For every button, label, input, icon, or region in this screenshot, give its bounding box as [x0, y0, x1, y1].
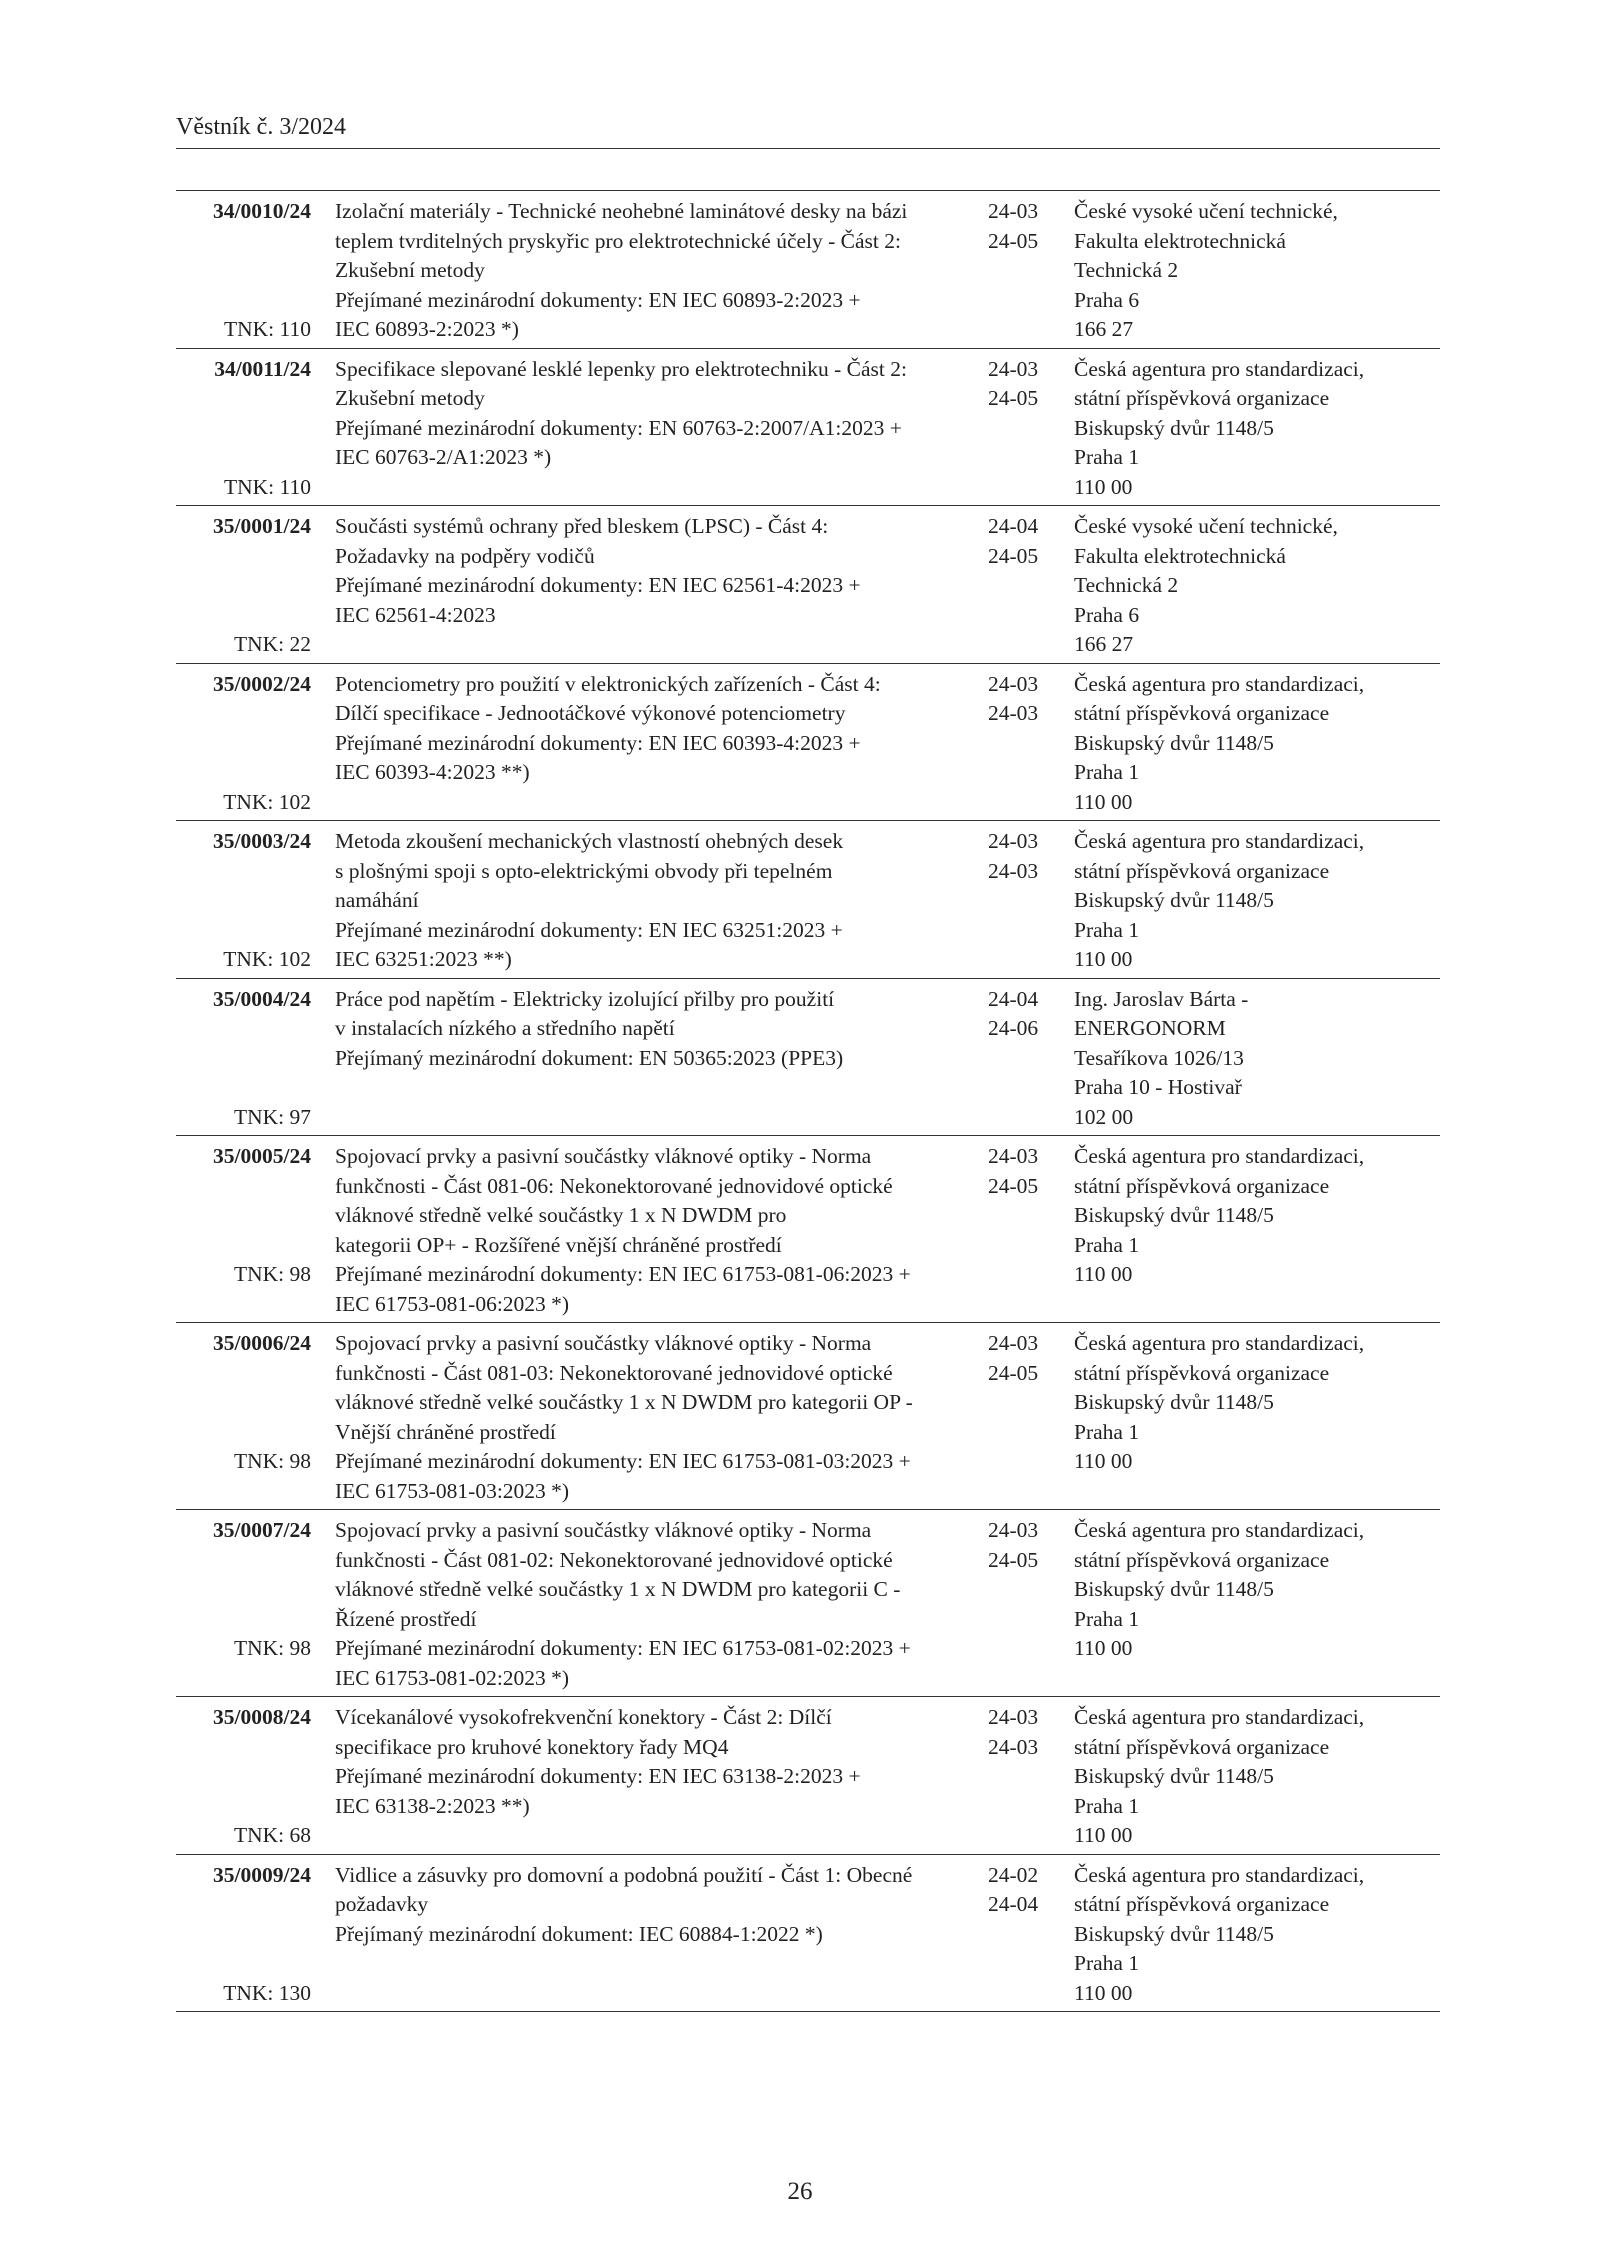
- dates-cell: [976, 1703, 1066, 1851]
- address-line: Česká agentura pro standardizaci,: [1074, 1705, 1365, 1729]
- address-line: státní příspěvková organizace: [1074, 701, 1330, 725]
- address-line: Fakulta elektrotechnická: [1074, 228, 1286, 253]
- address-line: Tesaříkova 1026/13: [1074, 1045, 1244, 1070]
- table-row: [176, 1697, 1440, 1855]
- standard-number: 35/0004/24: [213, 986, 311, 1011]
- table-row: [176, 191, 1440, 349]
- standard-id-cell: [176, 1329, 311, 1506]
- title-line: Přejímané mezinárodní dokumenty: EN IEC 63138-2:2023 +: [335, 1764, 861, 1788]
- dates-cell: [976, 1142, 1066, 1319]
- processor-address-cell: [1066, 1142, 1440, 1319]
- tnk-label: TNK: 68: [233, 1823, 311, 1847]
- address-line: Biskupský dvůr 1148/5: [1074, 730, 1274, 755]
- title-line: IEC 60763-2/A1:2023 *): [335, 445, 552, 469]
- address-line: Praha 1: [1074, 1793, 1140, 1818]
- date-start: 24-03: [988, 1331, 1039, 1355]
- standard-title-cell: [311, 512, 976, 660]
- address-line: Fakulta elektrotechnická: [1074, 543, 1286, 568]
- title-line: Spojovací prvky a pasivní součástky vláknové optiky - Norma: [335, 1331, 872, 1355]
- date-end: 24-05: [988, 543, 1039, 568]
- processor-address-cell: [1066, 1861, 1440, 2009]
- title-line: Přejímané mezinárodní dokumenty: EN IEC 61753-081-02:2023 +: [335, 1636, 911, 1660]
- title-line: IEC 61753-081-06:2023 *): [335, 1291, 570, 1316]
- processor-address-cell: [1066, 355, 1440, 503]
- dates-cell: [976, 985, 1066, 1133]
- address-line: Praha 1: [1074, 1232, 1140, 1257]
- date-end: 24-05: [988, 1173, 1039, 1198]
- address-line: státní příspěvková organizace: [1074, 858, 1330, 883]
- address-line: Česká agentura pro standardizaci,: [1074, 1862, 1365, 1887]
- dates-cell: [976, 670, 1066, 818]
- standard-title-cell: [311, 1329, 976, 1506]
- standard-number: 35/0002/24: [213, 671, 311, 696]
- standard-title-cell: [311, 1142, 976, 1319]
- title-line: funkčnosti - Část 081-06: Nekonektorované jednovidové optické: [335, 1173, 893, 1198]
- date-start: 24-03: [988, 1518, 1039, 1542]
- table-row: [176, 506, 1440, 664]
- title-line: Přejímané mezinárodní dokumenty: EN IEC 61753-081-03:2023 +: [335, 1449, 911, 1473]
- address-line: 110 00: [1074, 947, 1133, 971]
- address-line: Česká agentura pro standardizaci,: [1074, 356, 1365, 381]
- standard-number: 34/0010/24: [213, 199, 311, 223]
- standard-id-cell: [176, 670, 311, 818]
- standard-id-cell: [176, 197, 311, 345]
- tnk-label: TNK: 98: [233, 1449, 311, 1473]
- title-line: Spojovací prvky a pasivní součástky vláknové optiky - Norma: [335, 1518, 872, 1542]
- standard-id-cell: [176, 1861, 311, 2009]
- standard-number: 35/0009/24: [213, 1862, 311, 1887]
- date-start: 24-03: [988, 829, 1039, 853]
- address-line: státní příspěvková organizace: [1074, 1173, 1330, 1198]
- processor-address-cell: [1066, 512, 1440, 660]
- date-start: 24-03: [988, 356, 1039, 381]
- processor-address-cell: [1066, 985, 1440, 1133]
- standard-number: 35/0006/24: [213, 1331, 311, 1355]
- title-line: vláknové středně velké součástky 1 x N DWDM pro kategorii C -: [335, 1577, 901, 1601]
- address-line: Praha 1: [1074, 760, 1140, 784]
- address-line: Praha 1: [1074, 917, 1140, 942]
- address-line: Praha 6: [1074, 602, 1140, 627]
- tnk-label: TNK: 98: [233, 1636, 311, 1660]
- title-line: Zkušební metody: [335, 386, 485, 410]
- standard-title-cell: [311, 197, 976, 345]
- title-line: IEC 63251:2023 **): [335, 947, 512, 971]
- address-line: Praha 10 - Hostivař: [1074, 1075, 1242, 1099]
- title-line: Přejímaný mezinárodní dokument: IEC 60884-1:2022 *): [335, 1921, 823, 1946]
- date-start: 24-02: [988, 1862, 1039, 1887]
- dates-cell: [976, 1516, 1066, 1693]
- address-line: 166 27: [1074, 632, 1134, 656]
- title-line: Vnější chráněné prostředí: [335, 1419, 556, 1444]
- date-end: 24-03: [988, 701, 1039, 725]
- date-end: 24-04: [988, 1892, 1039, 1916]
- address-line: Česká agentura pro standardizaci,: [1074, 1331, 1365, 1355]
- title-line: specifikace pro kruhové konektory řady MQ4: [335, 1734, 729, 1759]
- processor-address-cell: [1066, 1516, 1440, 1693]
- standard-title-cell: [311, 985, 976, 1133]
- title-line: Přejímané mezinárodní dokumenty: EN IEC 60893-2:2023 +: [335, 287, 861, 312]
- address-line: 110 00: [1074, 1449, 1133, 1473]
- standard-number: 35/0007/24: [213, 1518, 311, 1542]
- address-line: Česká agentura pro standardizaci,: [1074, 1144, 1365, 1168]
- address-line: Praha 6: [1074, 287, 1140, 312]
- title-line: Práce pod napětím - Elektricky izolující přilby pro použití: [335, 986, 835, 1011]
- title-line: Izolační materiály - Technické neohebné laminátové desky na bázi: [335, 199, 908, 223]
- address-line: Ing. Jaroslav Bárta -: [1074, 986, 1249, 1011]
- dates-cell: [976, 827, 1066, 975]
- standard-id-cell: [176, 512, 311, 660]
- page-number: 26: [787, 2178, 813, 2205]
- address-line: Česká agentura pro standardizaci,: [1074, 829, 1365, 853]
- table-row: [176, 1136, 1440, 1323]
- address-line: Praha 1: [1074, 1419, 1140, 1444]
- address-line: 110 00: [1074, 789, 1133, 814]
- address-line: 110 00: [1074, 1823, 1133, 1847]
- standard-id-cell: [176, 827, 311, 975]
- title-line: vláknové středně velké součástky 1 x N DWDM pro kategorii OP -: [335, 1390, 913, 1414]
- title-line: Zkušební metody: [335, 258, 485, 282]
- standard-title-cell: [311, 1703, 976, 1851]
- dates-cell: [976, 197, 1066, 345]
- address-line: 110 00: [1074, 474, 1133, 499]
- address-line: Biskupský dvůr 1148/5: [1074, 1390, 1274, 1414]
- address-line: Praha 1: [1074, 1606, 1140, 1631]
- title-line: Přejímané mezinárodní dokumenty: EN IEC 62561-4:2023 +: [335, 573, 861, 597]
- title-line: funkčnosti - Část 081-02: Nekonektorované jednovidové optické: [335, 1547, 893, 1572]
- address-line: Biskupský dvůr 1148/5: [1074, 1577, 1274, 1601]
- standard-title-cell: [311, 670, 976, 818]
- date-start: 24-04: [988, 514, 1039, 538]
- title-line: vláknové středně velké součástky 1 x N DWDM pro: [335, 1203, 787, 1227]
- bulletin-title: Věstník č. 3/2024: [176, 114, 346, 140]
- date-start: 24-03: [988, 199, 1039, 223]
- title-line: Metoda zkoušení mechanických vlastností ohebných desek: [335, 829, 844, 853]
- processor-address-cell: [1066, 1703, 1440, 1851]
- title-line: IEC 62561-4:2023: [335, 602, 496, 627]
- title-line: Součásti systémů ochrany před bleskem (LPSC) - Část 4:: [335, 514, 829, 538]
- title-line: Potenciometry pro použití v elektronických zařízeních - Část 4:: [335, 671, 881, 696]
- table-row: [176, 664, 1440, 822]
- processor-address-cell: [1066, 827, 1440, 975]
- address-line: státní příspěvková organizace: [1074, 386, 1330, 410]
- standard-id-cell: [176, 985, 311, 1133]
- standard-number: 35/0005/24: [213, 1144, 311, 1168]
- address-line: Biskupský dvůr 1148/5: [1074, 1203, 1274, 1227]
- table-row: [176, 979, 1440, 1137]
- address-line: Biskupský dvůr 1148/5: [1074, 1764, 1274, 1788]
- address-line: Biskupský dvůr 1148/5: [1074, 415, 1274, 440]
- title-line: funkčnosti - Část 081-03: Nekonektorované jednovidové optické: [335, 1360, 893, 1385]
- title-line: namáhání: [335, 888, 419, 912]
- title-line: Přejímané mezinárodní dokumenty: EN IEC 61753-081-06:2023 +: [335, 1262, 911, 1286]
- table-row: [176, 821, 1440, 979]
- address-line: 110 00: [1074, 1636, 1133, 1660]
- dates-cell: [976, 355, 1066, 503]
- title-line: IEC 60893-2:2023 *): [335, 317, 519, 341]
- address-line: státní příspěvková organizace: [1074, 1734, 1330, 1759]
- title-line: Řízené prostředí: [335, 1606, 477, 1631]
- title-line: Spojovací prvky a pasivní součástky vláknové optiky - Norma: [335, 1144, 872, 1168]
- address-line: 102 00: [1074, 1104, 1134, 1129]
- address-line: 110 00: [1074, 1262, 1133, 1286]
- processor-address-cell: [1066, 670, 1440, 818]
- title-line: kategorii OP+ - Rozšířené vnější chráněné prostředí: [335, 1232, 782, 1257]
- table-row: [176, 1855, 1440, 2013]
- address-line: Biskupský dvůr 1148/5: [1074, 1921, 1274, 1946]
- title-line: v instalacích nízkého a středního napětí: [335, 1016, 675, 1040]
- title-line: IEC 60393-4:2023 **): [335, 760, 530, 784]
- address-line: státní příspěvková organizace: [1074, 1360, 1330, 1385]
- standard-title-cell: [311, 355, 976, 503]
- tnk-label: TNK: 110: [224, 317, 311, 341]
- title-line: teplem tvrditelných pryskyřic pro elektrotechnické účely - Část 2:: [335, 228, 901, 253]
- standard-title-cell: [311, 1861, 976, 2009]
- table-row: [176, 1510, 1440, 1697]
- standard-id-cell: [176, 1516, 311, 1693]
- tnk-label: TNK: 102: [223, 947, 311, 971]
- title-line: Přejímané mezinárodní dokumenty: EN 60763-2:2007/A1:2023 +: [335, 415, 902, 440]
- date-start: 24-03: [988, 671, 1039, 696]
- address-line: České vysoké učení technické,: [1074, 514, 1338, 538]
- standards-table: [176, 190, 1440, 2012]
- title-line: Požadavky na podpěry vodičů: [335, 543, 595, 568]
- address-line: Technická 2: [1074, 573, 1179, 597]
- address-line: Biskupský dvůr 1148/5: [1074, 888, 1274, 912]
- title-line: IEC 61753-081-03:2023 *): [335, 1478, 570, 1503]
- date-start: 24-03: [988, 1144, 1039, 1168]
- date-start: 24-04: [988, 986, 1039, 1011]
- tnk-label: TNK: 98: [233, 1262, 311, 1286]
- standard-number: 35/0008/24: [213, 1705, 311, 1729]
- address-line: České vysoké učení technické,: [1074, 199, 1338, 223]
- title-line: Přejímané mezinárodní dokumenty: EN IEC 60393-4:2023 +: [335, 730, 861, 755]
- title-line: Vidlice a zásuvky pro domovní a podobná použití - Část 1: Obecné: [335, 1862, 913, 1887]
- date-start: 24-03: [988, 1705, 1039, 1729]
- title-line: Dílčí specifikace - Jednootáčkové výkonové potenciometry: [335, 701, 846, 725]
- standard-title-cell: [311, 827, 976, 975]
- dates-cell: [976, 1861, 1066, 2009]
- title-line: Přejímaný mezinárodní dokument: EN 50365:2023 (PPE3): [335, 1045, 844, 1070]
- standard-id-cell: [176, 1142, 311, 1319]
- title-line: Vícekanálové vysokofrekvenční konektory - Část 2: Dílčí: [335, 1705, 832, 1729]
- tnk-label: TNK: 130: [223, 1980, 311, 2005]
- address-line: státní příspěvková organizace: [1074, 1892, 1330, 1916]
- address-line: ENERGONORM: [1074, 1016, 1226, 1040]
- standard-title-cell: [311, 1516, 976, 1693]
- title-line: Přejímané mezinárodní dokumenty: EN IEC 63251:2023 +: [335, 917, 843, 942]
- standard-id-cell: [176, 1703, 311, 1851]
- standard-number: 35/0001/24: [213, 514, 311, 538]
- table-row: [176, 349, 1440, 507]
- title-line: požadavky: [335, 1892, 429, 1916]
- tnk-label: TNK: 110: [224, 474, 311, 499]
- processor-address-cell: [1066, 1329, 1440, 1506]
- address-line: Praha 1: [1074, 445, 1140, 469]
- standard-number: 34/0011/24: [214, 356, 311, 381]
- date-end: 24-05: [988, 1360, 1039, 1385]
- standard-number: 35/0003/24: [213, 829, 311, 853]
- dates-cell: [976, 512, 1066, 660]
- address-line: 166 27: [1074, 317, 1134, 341]
- date-end: 24-06: [988, 1016, 1039, 1040]
- date-end: 24-05: [988, 386, 1039, 410]
- address-line: Česká agentura pro standardizaci,: [1074, 671, 1365, 696]
- date-end: 24-05: [988, 1547, 1039, 1572]
- address-line: 110 00: [1074, 1980, 1133, 2005]
- address-line: Česká agentura pro standardizaci,: [1074, 1518, 1365, 1542]
- title-line: IEC 61753-081-02:2023 *): [335, 1665, 570, 1690]
- title-line: IEC 63138-2:2023 **): [335, 1793, 530, 1818]
- address-line: státní příspěvková organizace: [1074, 1547, 1330, 1572]
- page-header: [176, 112, 1440, 149]
- processor-address-cell: [1066, 197, 1440, 345]
- tnk-label: TNK: 102: [223, 789, 311, 814]
- tnk-label: TNK: 22: [233, 632, 311, 656]
- dates-cell: [976, 1329, 1066, 1506]
- date-end: 24-05: [988, 228, 1039, 253]
- title-line: s plošnými spoji s opto-elektrickými obvody při tepelném: [335, 858, 833, 883]
- address-line: Praha 1: [1074, 1951, 1140, 1975]
- standard-id-cell: [176, 355, 311, 503]
- title-line: Specifikace slepované lesklé lepenky pro elektrotechniku - Část 2:: [335, 356, 907, 381]
- address-line: Technická 2: [1074, 258, 1179, 282]
- table-row: [176, 1323, 1440, 1510]
- tnk-label: TNK: 97: [233, 1104, 311, 1129]
- date-end: 24-03: [988, 858, 1039, 883]
- date-end: 24-03: [988, 1734, 1039, 1759]
